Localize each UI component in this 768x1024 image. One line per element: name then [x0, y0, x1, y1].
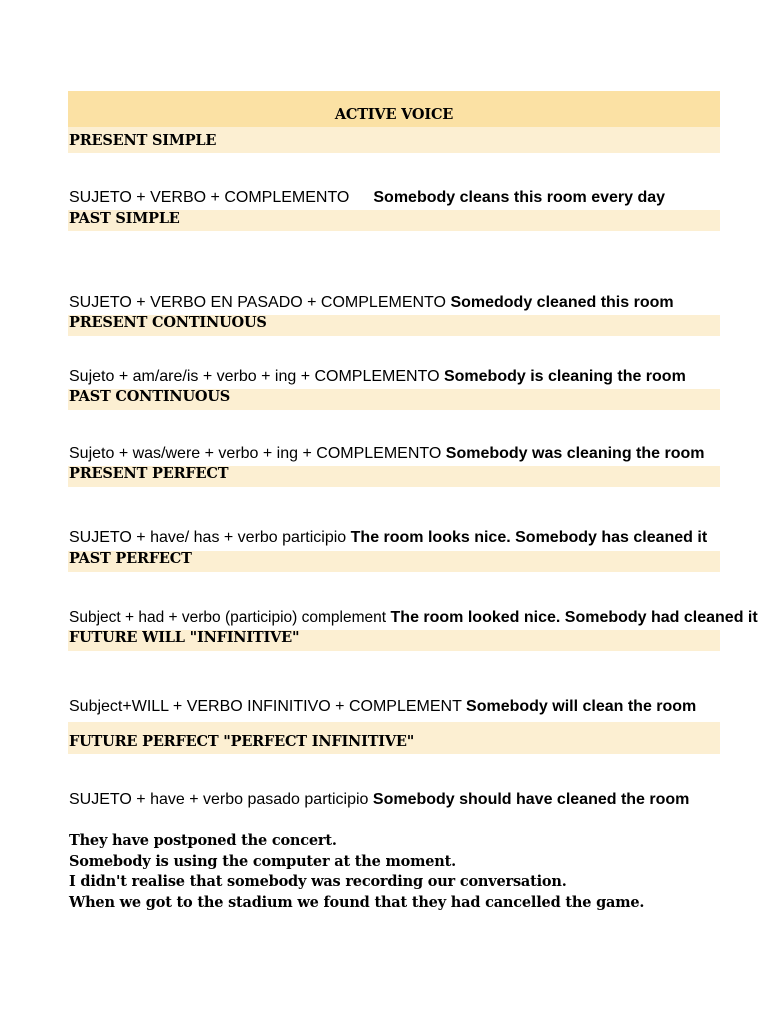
exercise-sentence: Somebody is using the computer at the moment. — [69, 852, 456, 870]
formula-text: SUJETO + VERBO EN PASADO + COMPLEMENTO — [69, 294, 446, 311]
section-heading-present-continuous: PRESENT CONTINUOUS — [69, 314, 267, 331]
formula-text: SUJETO + have + verbo pasado participio — [69, 791, 369, 808]
page-title: ACTIVE VOICE — [334, 106, 454, 123]
example-sentence: Somebody should have cleaned the room — [372, 791, 690, 808]
example-sentence: The room looks nice. Somebody has cleaned it — [350, 529, 708, 546]
example-sentence: Somedody cleaned this room — [450, 294, 674, 311]
exercise-sentence: They have postponed the concert. — [69, 832, 337, 849]
example-sentence: Somebody will clean the room — [466, 698, 697, 715]
section-heading-present-perfect: PRESENT PERFECT — [69, 465, 229, 482]
formula-text: Sujeto + am/are/is + verbo + ing + COMPLEMENTO — [69, 368, 440, 385]
section-heading-past-continuous: PAST CONTINUOUS — [69, 388, 231, 405]
section-heading-past-perfect: PAST PERFECT — [69, 550, 192, 567]
formula-row-present-continuous — [69, 368, 686, 386]
section-heading-past-simple: PAST SIMPLE — [69, 210, 180, 227]
section-heading-future-perfect: FUTURE PERFECT "PERFECT INFINITIVE" — [69, 733, 415, 750]
formula-row-future-will — [69, 698, 696, 716]
formula-row-present-simple — [69, 189, 665, 207]
example-sentence: Somebody cleans this room every day — [373, 189, 666, 206]
formula-text: SUJETO + have/ has + verbo participio — [69, 529, 347, 546]
section-heading-present-simple: PRESENT SIMPLE — [69, 132, 217, 149]
exercise-sentences — [69, 831, 644, 913]
formula-row-past-perfect — [69, 609, 758, 627]
section-heading-future-will: FUTURE WILL "INFINITIVE" — [69, 629, 300, 646]
exercise-sentence: I didn't realise that somebody was recording our conversation. — [69, 873, 567, 890]
exercise-sentence: When we got to the stadium we found that they had cancelled the game. — [69, 893, 645, 911]
example-sentence: Somebody is cleaning the room — [443, 368, 686, 385]
example-sentence: The room looked nice. Somebody had cleaned it — [390, 609, 758, 626]
formula-text: Sujeto + was/were + verbo + ing + COMPLEMENTO — [69, 445, 442, 462]
formula-row-past-simple — [69, 294, 674, 312]
example-sentence: Somebody was cleaning the room — [445, 445, 705, 462]
spreadsheet-page — [68, 0, 758, 1024]
formula-row-future-perfect — [69, 791, 689, 809]
formula-row-past-continuous — [69, 445, 704, 463]
formula-text: Subject + had + verbo (participio) complement — [69, 609, 387, 626]
formula-text: SUJETO + VERBO + COMPLEMENTO — [69, 189, 350, 206]
formula-text: Subject+WILL + VERBO INFINITIVO + COMPLEMENT — [69, 698, 462, 715]
formula-row-present-perfect — [69, 529, 707, 547]
